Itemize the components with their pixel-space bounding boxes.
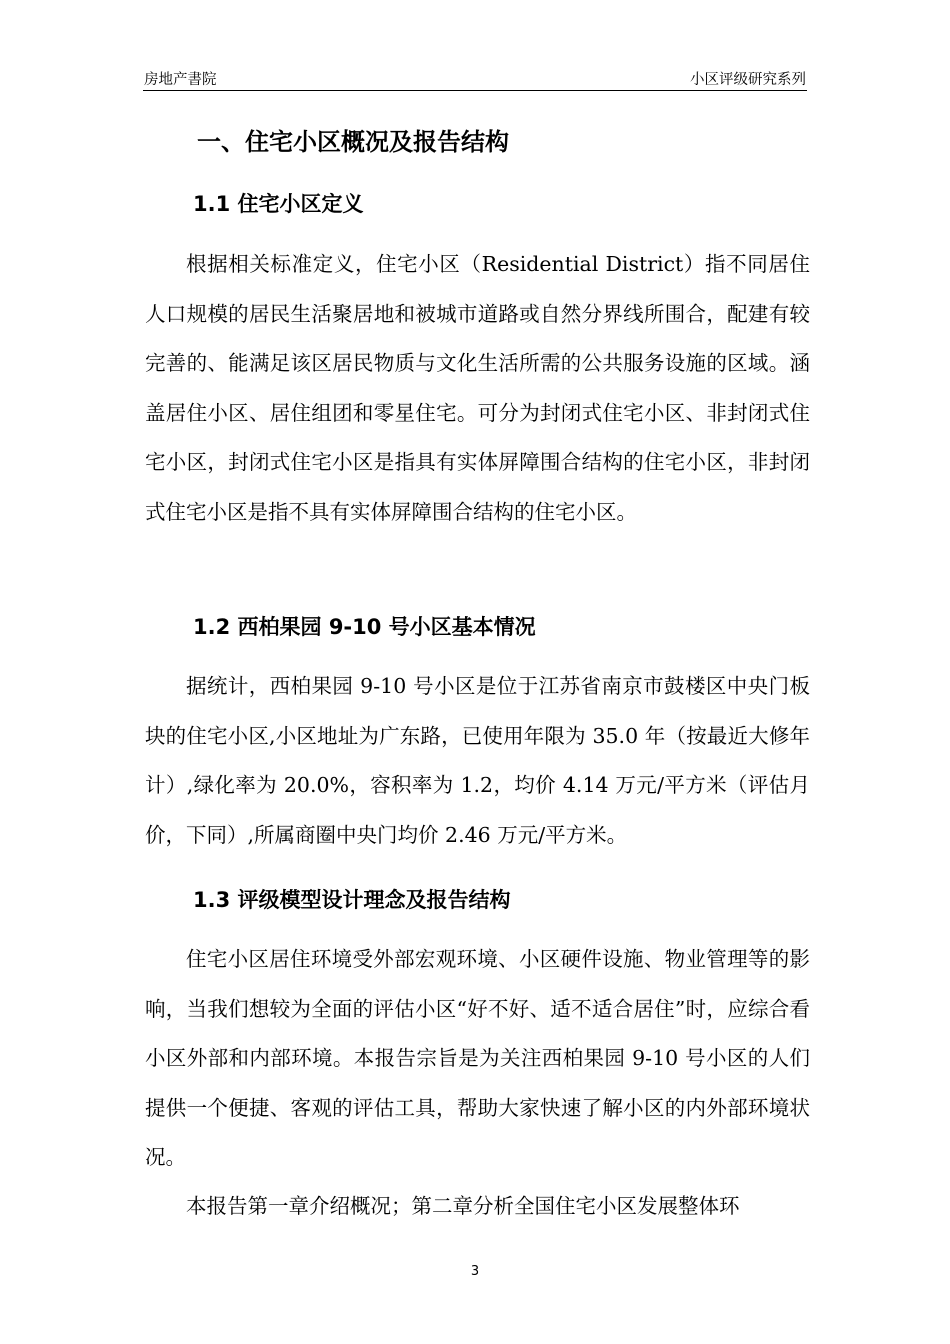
section-1-3-paragraph-1: 住宅小区居住环境受外部宏观环境、小区硬件设施、物业管理等的影响，当我们想较为全面的评估小区“好不好、适不适合居住”时，应综合看小区外部和内部环境。本报告宗旨是为关注西柏果园 9-10 号小区的人们提供一个便捷、客观的评估工具，帮助大家快速了解小区的内外部环境状况。 xyxy=(145,947,810,1169)
section-heading-1-3: 1.3 评级模型设计理念及报告结构 xyxy=(193,888,511,912)
page-number: 3 xyxy=(470,1264,480,1279)
section-1-2-paragraph: 据统计，西柏果园 9-10 号小区是位于江苏省南京市鼓楼区中央门板块的住宅小区,小区地址为广东路，已使用年限为 35.0 年（按最近大修年计）,绿化率为 20.0%，容积率为 1.2，均价 4.14 万元/平方米（评估月价，下同）,所属商圈中央门均价 2.46 万元/平方米。 xyxy=(145,674,810,847)
section-heading-1-2: 1.2 西柏果园 9-10 号小区基本情况 xyxy=(193,615,536,639)
section-heading-1-1: 1.1 住宅小区定义 xyxy=(193,192,364,216)
header-series: 小区评级研究系列 xyxy=(690,72,806,88)
section-1-3-paragraph-2: 本报告第一章介绍概况；第二章分析全国住宅小区发展整体环 xyxy=(186,1194,740,1218)
header-publisher: 房地产書院 xyxy=(144,72,217,88)
section-1-1-paragraph: 根据相关标准定义，住宅小区（Residential District）指不同居住人口规模的居民生活聚居地和被城市道路或自然分界线所围合，配建有较完善的、能满足该区居民物质与文化生活所需的公共服务设施的区域。涵盖居住小区、居住组团和零星住宅。可分为封闭式住宅小区、非封闭式住宅小区，封闭式住宅小区是指具有实体屏障围合结构的住宅小区，非封闭式住宅小区是指不具有实体屏障围合结构的住宅小区。 xyxy=(145,252,810,524)
chapter-title: 一、住宅小区概况及报告结构 xyxy=(197,128,509,156)
page-header xyxy=(143,66,807,91)
